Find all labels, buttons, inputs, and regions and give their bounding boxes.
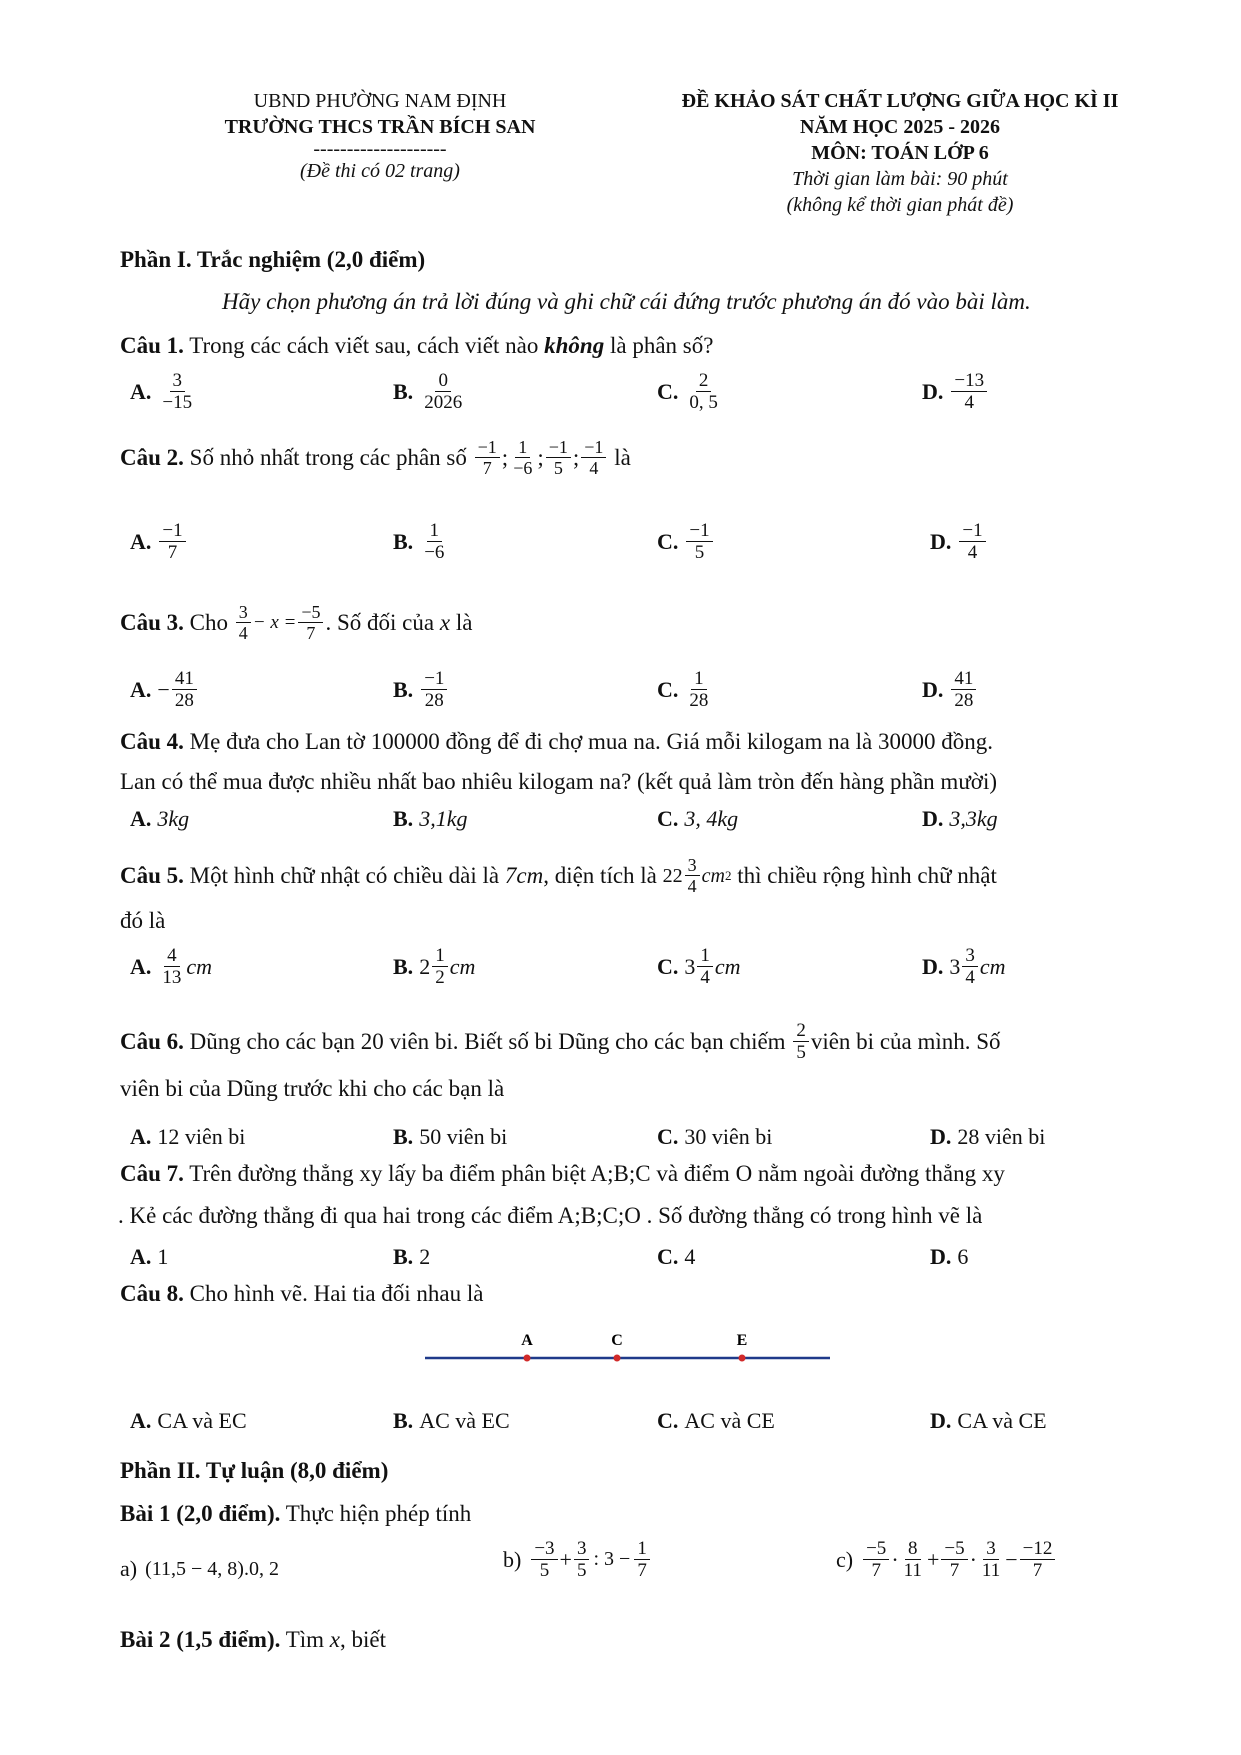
question-3-text: Cho (183, 609, 234, 635)
denominator: 7 (871, 1560, 881, 1581)
question-3-tail-end: là (450, 609, 473, 635)
question-6-line2: viên bi của Dũng trước khi cho các bạn là (120, 1076, 505, 1101)
q5-option-b (393, 945, 475, 988)
numerator: 1 (515, 437, 530, 458)
q4-option-d (922, 806, 998, 832)
q6-option-b (393, 1124, 507, 1150)
header-left (150, 88, 610, 184)
denominator: 0, 5 (689, 392, 718, 413)
denominator: 7 (167, 542, 178, 563)
part1-title: Phần I. Trắc nghiệm (2,0 điểm) (120, 247, 426, 272)
fraction (475, 437, 500, 478)
numerator: 41 (951, 668, 976, 690)
part-label: a) (120, 1556, 138, 1581)
q3-option-b (393, 668, 449, 711)
denominator: 28 (689, 690, 709, 711)
option-label: D. (922, 806, 944, 831)
option-label: D. (922, 378, 944, 404)
fraction (686, 520, 712, 563)
option-label: D. (930, 528, 952, 554)
numerator: −1 (546, 437, 571, 458)
numerator: −1 (959, 520, 985, 542)
denominator: 28 (424, 690, 444, 711)
denominator: 7 (949, 1560, 960, 1581)
subject: MÔN: TOÁN LỚP 6 (811, 142, 989, 164)
question-5-label: Câu 5. (120, 862, 184, 888)
denominator: 5 (553, 458, 563, 478)
denominator: 4 (964, 392, 974, 413)
fraction (951, 370, 987, 413)
point-e-label: E (736, 1332, 748, 1349)
minus-sign: − (157, 676, 170, 702)
option-label: C. (657, 953, 679, 979)
operator: + (559, 1546, 572, 1572)
option-label: D. (930, 1408, 952, 1433)
fraction (941, 1538, 967, 1581)
duration: Thời gian làm bài: 90 phút (792, 168, 1008, 190)
option-text: 2 (419, 1244, 431, 1269)
bai1-part-a (120, 1556, 279, 1582)
question-7-label: Câu 7. (120, 1161, 184, 1186)
option-label: B. (393, 1408, 414, 1433)
option-text: 3,3kg (949, 806, 998, 831)
fraction (863, 1538, 889, 1581)
denominator: 2026 (424, 392, 463, 413)
denominator: 4 (967, 542, 978, 563)
q7-option-d (930, 1244, 968, 1270)
option-label: B. (393, 676, 414, 702)
question-6-text: Dũng cho các bạn 20 viên bi. Biết số bi Dũng cho các bạn chiếm (183, 1028, 792, 1054)
fraction (574, 1538, 590, 1581)
numerator: 1 (634, 1538, 650, 1560)
option-label: B. (393, 1244, 414, 1269)
fraction (686, 370, 721, 413)
bai1-text: Thực hiện phép tính (280, 1501, 472, 1526)
option-text: CA và CE (957, 1408, 1047, 1433)
bai2-heading (120, 1626, 386, 1654)
option-label: B. (393, 1124, 414, 1149)
unit: cm (714, 953, 741, 979)
part1-instruction: Hãy chọn phương án trả lời đúng và ghi chữ cái đứng trước phương án đó vào bài làm. (222, 289, 1031, 314)
unit: cm (449, 953, 476, 979)
fraction (581, 437, 606, 478)
district-name: UBND PHƯỜNG NAM ĐỊNH (253, 90, 507, 112)
q1-option-c (657, 370, 723, 413)
operator: : 3 − (593, 1548, 631, 1570)
q2-option-b (393, 520, 449, 563)
question-1-label: Câu 1. (120, 333, 184, 358)
fraction (634, 1538, 650, 1581)
denominator: 5 (694, 542, 705, 563)
numerator: 4 (164, 945, 180, 967)
denominator: 7 (306, 623, 316, 643)
question-1-text: Trong các cách viết sau, cách viết nào (183, 333, 545, 358)
q3-option-a (130, 668, 199, 711)
operator: − (1005, 1546, 1018, 1572)
option-label: D. (930, 1124, 952, 1149)
point-e (739, 1355, 746, 1362)
numerator: 8 (905, 1538, 921, 1560)
numerator: 3 (236, 602, 251, 623)
option-text: 1 (157, 1244, 169, 1269)
operator: · (969, 1546, 977, 1572)
operator: · (891, 1546, 899, 1572)
expression-a: (11,5 − 4, 8).0, 2 (145, 1557, 279, 1580)
separator: ; (572, 444, 580, 470)
option-text: 3kg (157, 806, 190, 831)
option-label: A. (130, 953, 152, 979)
q5-option-d (922, 945, 1006, 988)
question-4 (120, 728, 993, 756)
question-6-text-b: viên bi của mình. Số (810, 1028, 1001, 1054)
option-label: B. (393, 953, 414, 979)
question-1-text-end: là phân số? (604, 333, 714, 358)
numerator: 3 (983, 1538, 999, 1560)
numerator: 3 (685, 855, 700, 876)
denominator: 4 (700, 967, 710, 988)
q6-option-c (657, 1124, 772, 1150)
q6-option-d (930, 1124, 1045, 1150)
page-count-note: (Đề thi có 02 trang) (300, 160, 460, 182)
q4-option-a (130, 806, 189, 832)
unit: cm (186, 953, 213, 979)
area-unit: cm (701, 864, 725, 887)
part-label: b) (503, 1546, 522, 1572)
fraction (298, 602, 323, 643)
bai1-part-c (836, 1538, 1057, 1581)
exam-title: ĐỀ KHẢO SÁT CHẤT LƯỢNG GIỮA HỌC KÌ II (681, 90, 1119, 112)
area-whole: 22 (662, 864, 683, 887)
fraction (697, 945, 713, 988)
option-label: C. (657, 378, 679, 404)
numerator: −1 (686, 520, 712, 542)
q3-option-c (657, 668, 713, 711)
q7-option-a (130, 1244, 168, 1270)
mixed-whole: 2 (419, 953, 431, 979)
denominator: −6 (424, 542, 445, 563)
fraction (793, 1020, 809, 1063)
numerator: 0 (435, 370, 451, 392)
q8-option-d (930, 1408, 1047, 1434)
option-text: AC và EC (419, 1408, 510, 1433)
option-label: B. (393, 378, 414, 404)
fraction (172, 668, 197, 711)
q1-option-b (393, 370, 467, 413)
numerator: 2 (696, 370, 712, 392)
mixed-whole: 3 (949, 953, 961, 979)
bai1-title: Bài 1 (2,0 điểm). (120, 1501, 281, 1526)
option-text: 12 viên bi (157, 1124, 246, 1149)
option-text: 6 (957, 1244, 969, 1269)
numerator: −5 (941, 1538, 967, 1560)
numerator: 2 (793, 1020, 809, 1042)
denominator: 28 (954, 690, 974, 711)
numerator: 41 (172, 668, 197, 690)
denominator: 5 (576, 1560, 587, 1581)
option-label: D. (922, 953, 944, 979)
q7-option-b (393, 1244, 430, 1270)
q8-option-b (393, 1408, 510, 1434)
numerator: 1 (697, 945, 713, 967)
fraction (421, 370, 465, 413)
option-label: C. (657, 1244, 679, 1269)
mixed-whole: 3 (684, 953, 696, 979)
length-value: 7cm (504, 862, 544, 888)
q2-option-c (657, 520, 715, 563)
denominator: −6 (513, 458, 533, 478)
numerator: −12 (1020, 1538, 1056, 1560)
question-7-line1: Trên đường thẳng xy lấy ba điểm phân biệt A;B;C và điểm O nằm ngoài đường thẳng xy (183, 1161, 1005, 1186)
option-label: C. (657, 1408, 679, 1433)
fraction (421, 668, 447, 711)
option-label: B. (393, 806, 414, 831)
denominator: 7 (1032, 1560, 1043, 1581)
denominator: 7 (482, 458, 492, 478)
fraction (546, 437, 571, 478)
q4-option-c (657, 806, 738, 832)
point-a-label: A (521, 1332, 533, 1349)
option-label: A. (130, 378, 152, 404)
denominator: 7 (637, 1560, 647, 1581)
numerator: 3 (962, 945, 978, 967)
numerator: −1 (421, 668, 447, 690)
question-5-text: Một hình chữ nhật có chiều dài là (183, 862, 505, 888)
question-4-line2: Lan có thể mua được nhiều nhất bao nhiêu kilogam na? (kết quả làm tròn đến hàng phần mười) (120, 769, 997, 794)
separator: ; (537, 444, 544, 470)
numerator: −5 (863, 1538, 889, 1560)
equation-middle: − x = (252, 611, 297, 633)
separator: ; (501, 444, 509, 470)
denominator: 13 (162, 967, 182, 988)
bai1-part-b (503, 1538, 652, 1581)
numerator: −1 (159, 520, 185, 542)
header-divider: -------------------- (313, 138, 447, 160)
bai2-title: Bài 2 (1,5 điểm). (120, 1627, 281, 1652)
question-1 (120, 332, 713, 360)
fraction (421, 520, 447, 563)
bai2-text: Tìm (280, 1627, 330, 1652)
question-2-label: Câu 2. (120, 444, 184, 470)
numerator: 3 (170, 370, 186, 392)
question-3-label: Câu 3. (120, 609, 184, 635)
denominator: 4 (965, 967, 975, 988)
option-label: A. (130, 1408, 152, 1433)
option-text: 28 viên bi (957, 1124, 1046, 1149)
option-text: 4 (684, 1244, 696, 1269)
option-label: D. (922, 676, 944, 702)
question-2-tail: là (608, 444, 631, 470)
operator: + (926, 1546, 940, 1572)
point-c (614, 1355, 621, 1362)
question-1-emphasis: không (544, 333, 605, 358)
fraction (531, 1538, 557, 1581)
q1-option-d (922, 370, 989, 413)
fraction (159, 520, 185, 563)
fraction (901, 1538, 925, 1581)
question-3 (120, 602, 472, 643)
part-label: c) (836, 1546, 854, 1572)
option-label: A. (130, 806, 152, 831)
option-text: AC và CE (684, 1408, 775, 1433)
fraction (962, 945, 978, 988)
q8-option-a (130, 1408, 247, 1434)
q1-option-a (130, 370, 197, 413)
fraction (951, 668, 976, 711)
question-5-text-b: , diện tích là (543, 862, 663, 888)
question-4-label: Câu 4. (120, 729, 184, 754)
fraction (236, 602, 251, 643)
question-3-tail: . Số đối của (325, 609, 440, 635)
point-c-label: C (611, 1332, 623, 1349)
question-5-line2: đó là (120, 908, 166, 933)
q4-option-b (393, 806, 467, 832)
denominator: 4 (687, 876, 697, 896)
denominator: 11 (903, 1560, 922, 1581)
denominator: 11 (981, 1560, 1001, 1581)
denominator: 4 (589, 458, 599, 478)
question-8 (120, 1280, 484, 1308)
part2-title: Phần II. Tự luận (8,0 điểm) (120, 1458, 389, 1483)
fraction (1020, 1538, 1056, 1581)
fraction (159, 370, 195, 413)
question-5-text-c: thì chiều rộng hình chữ nhật (731, 862, 997, 888)
question-8-label: Câu 8. (120, 1281, 184, 1306)
q2-option-a (130, 520, 188, 563)
numerator: −1 (475, 437, 500, 458)
option-label: D. (930, 1244, 952, 1269)
numerator: 1 (432, 945, 448, 967)
question-6 (120, 1020, 1001, 1063)
q5-option-c (657, 945, 741, 988)
option-text: 50 viên bi (419, 1124, 508, 1149)
bai2-text-end: , biết (340, 1627, 386, 1652)
option-label: C. (657, 806, 679, 831)
point-a (524, 1355, 531, 1362)
denominator: −15 (162, 392, 193, 413)
q2-option-d (930, 520, 988, 563)
variable-x: x (439, 609, 451, 635)
area-exponent: 2 (724, 867, 732, 883)
question-8-text: Cho hình vẽ. Hai tia đối nhau là (183, 1281, 484, 1306)
option-label: C. (657, 1124, 679, 1149)
question-2 (120, 437, 631, 478)
fraction (979, 1538, 1003, 1581)
fraction (432, 945, 448, 988)
school-year: NĂM HỌC 2025 - 2026 (800, 116, 1000, 138)
question-4-line1: Mẹ đưa cho Lan tờ 100000 đồng để đi chợ mua na. Giá mỗi kilogam na là 30000 đồng. (183, 729, 993, 754)
q5-option-a (130, 945, 212, 988)
numerator: −13 (951, 370, 987, 392)
option-label: C. (657, 676, 679, 702)
denominator: 4 (238, 623, 248, 643)
fraction (959, 520, 985, 563)
question-7-line2: . Kẻ các đường thẳng đi qua hai trong các điểm A;B;C;O . Số đường thẳng có trong hình vẽ là (118, 1203, 983, 1228)
option-label: A. (130, 1244, 152, 1269)
option-text: 3, 4kg (684, 806, 739, 831)
option-text: 3,1kg (419, 806, 468, 831)
header-right (630, 88, 1170, 218)
q3-option-d (922, 668, 978, 711)
option-text: CA và EC (157, 1408, 247, 1433)
option-label: B. (393, 528, 414, 554)
duration-note: (không kể thời gian phát đề) (786, 194, 1014, 216)
variable-x: x (329, 1627, 340, 1652)
denominator: 5 (796, 1042, 806, 1063)
option-label: A. (130, 528, 152, 554)
fraction (685, 855, 700, 896)
q8-option-c (657, 1408, 775, 1434)
denominator: 2 (435, 967, 445, 988)
option-label: A. (130, 676, 152, 702)
unit: cm (979, 953, 1006, 979)
question-7 (120, 1160, 1005, 1188)
question-6-label: Câu 6. (120, 1028, 184, 1054)
question-2-text: Số nhỏ nhất trong các phân số (183, 444, 473, 470)
denominator: 5 (539, 1560, 550, 1581)
ray-figure (420, 1320, 840, 1380)
numerator: 3 (574, 1538, 590, 1560)
numerator: −5 (298, 602, 323, 623)
school-name: TRƯỜNG THCS TRẦN BÍCH SAN (224, 116, 536, 138)
option-text: 30 viên bi (684, 1124, 773, 1149)
fraction (510, 437, 535, 478)
q6-option-a (130, 1124, 245, 1150)
option-label: C. (657, 528, 679, 554)
option-label: A. (130, 1124, 152, 1149)
denominator: 28 (174, 690, 194, 711)
q7-option-c (657, 1244, 695, 1270)
question-5 (120, 855, 997, 896)
numerator: 1 (691, 668, 707, 690)
fraction (159, 945, 184, 988)
numerator: −1 (581, 437, 606, 458)
numerator: 1 (427, 520, 443, 542)
numerator: −3 (531, 1538, 557, 1560)
fraction (686, 668, 711, 711)
bai1-heading (120, 1500, 471, 1528)
